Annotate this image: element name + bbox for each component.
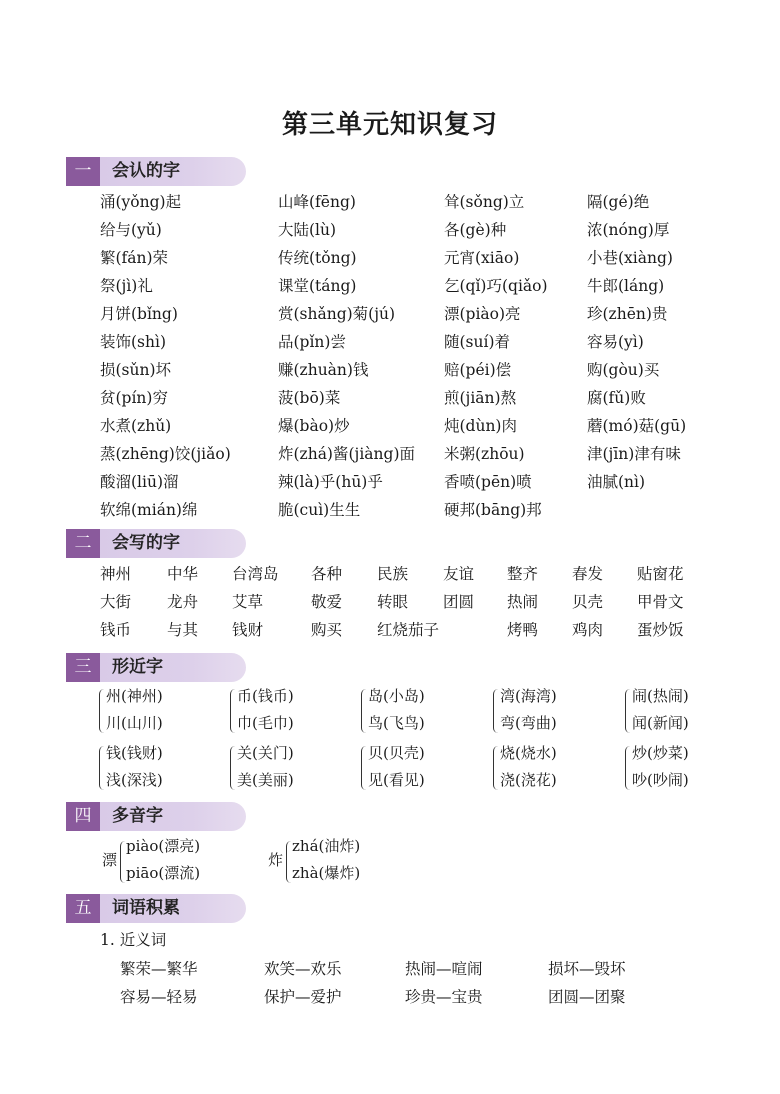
polyphone-reading: piào(漂亮): [126, 837, 201, 855]
similar-char: 美(美丽): [237, 771, 294, 789]
write-word: 蛋炒饭: [637, 621, 684, 639]
recognize-item: 硬邦(bāng)邦: [444, 501, 542, 519]
write-word: 神州: [100, 565, 132, 583]
synonym-pair: 容易—轻易: [120, 988, 198, 1006]
section-label: 会认的字: [112, 161, 180, 181]
write-word: 转眼: [377, 593, 409, 611]
write-word: 烤鸭: [507, 621, 539, 639]
similar-char: 鸟(飞鸟): [368, 714, 425, 732]
section-header-write: [66, 529, 246, 558]
similar-char: 闻(新闻): [632, 714, 689, 732]
recognize-item: 耸(sǒng)立: [444, 193, 525, 211]
recognize-item: 牛郎(láng): [587, 277, 665, 295]
recognize-item: 浓(nóng)厚: [587, 221, 670, 239]
section-number: 五: [66, 894, 100, 923]
recognize-item: 贫(pín)穷: [100, 389, 168, 407]
section-label: 词语积累: [112, 898, 180, 918]
recognize-item: 繁(fán)荣: [100, 249, 169, 267]
recognize-item: 给与(yǔ): [100, 221, 162, 239]
write-word: 中华: [167, 565, 199, 583]
write-word: 龙舟: [167, 593, 199, 611]
recognize-item: 品(pǐn)尝: [278, 333, 346, 351]
write-word: 贝壳: [572, 593, 604, 611]
write-word: 艾草: [232, 593, 264, 611]
polyphone-char: 炸: [268, 851, 284, 869]
write-word: 热闹: [507, 593, 539, 611]
similar-char: 岛(小岛): [368, 687, 425, 705]
section-header-vocab: [66, 894, 246, 923]
section-number: 四: [66, 802, 100, 831]
write-word: 各种: [311, 565, 343, 583]
write-word: 敬爱: [311, 593, 343, 611]
recognize-item: 随(suí)着: [444, 333, 510, 351]
recognize-item: 辣(là)乎(hū)乎: [278, 473, 383, 491]
similar-char: 闹(热闹): [632, 687, 689, 705]
polyphone-reading: piāo(漂流): [126, 864, 201, 882]
similar-char: 湾(海湾): [500, 687, 557, 705]
brace-mark: [625, 689, 631, 733]
section-number: 二: [66, 529, 100, 558]
recognize-item: 课堂(táng): [278, 277, 357, 295]
brace-mark: [361, 689, 367, 733]
write-word: 民族: [377, 565, 409, 583]
recognize-item: 菠(bō)菜: [278, 389, 341, 407]
similar-char: 巾(毛巾): [237, 714, 294, 732]
recognize-item: 酸溜(liū)溜: [100, 473, 179, 491]
recognize-item: 油腻(nì): [587, 473, 646, 491]
recognize-item: 装饰(shì): [100, 333, 166, 351]
brace-mark: [99, 746, 105, 790]
write-word: 钱财: [232, 621, 264, 639]
recognize-item: 各(gè)种: [444, 221, 507, 239]
recognize-item: 损(sǔn)坏: [100, 361, 172, 379]
recognize-item: 赚(zhuàn)钱: [278, 361, 369, 379]
polyphone-char: 漂: [102, 851, 118, 869]
synonym-pair: 损坏—毁坏: [548, 960, 626, 978]
similar-char: 币(钱币): [237, 687, 294, 705]
section-number: 三: [66, 653, 100, 682]
write-word: 大街: [100, 593, 132, 611]
write-word: 购买: [311, 621, 343, 639]
recognize-item: 漂(piào)亮: [444, 305, 521, 323]
recognize-item: 祭(jì)礼: [100, 277, 153, 295]
recognize-item: 蘑(mó)菇(gū): [587, 417, 687, 435]
similar-char: 州(神州): [106, 687, 163, 705]
vocab-subtitle: 1. 近义词: [100, 931, 167, 949]
recognize-item: 购(gòu)买: [587, 361, 660, 379]
write-word: 与其: [167, 621, 199, 639]
recognize-item: 容易(yì): [587, 333, 644, 351]
similar-char: 川(山川): [106, 714, 163, 732]
synonym-pair: 保护—爱护: [264, 988, 342, 1006]
write-word: 团圆: [443, 593, 475, 611]
brace-mark: [493, 689, 499, 733]
write-word: 甲骨文: [637, 593, 684, 611]
recognize-item: 香喷(pēn)喷: [444, 473, 532, 491]
recognize-item: 涌(yǒng)起: [100, 193, 182, 211]
polyphone-reading: zhá(油炸): [292, 837, 361, 855]
section-header-similar: [66, 653, 246, 682]
brace-mark: [361, 746, 367, 790]
similar-char: 弯(弯曲): [500, 714, 557, 732]
recognize-item: 软绵(mián)绵: [100, 501, 198, 519]
similar-char: 炒(炒菜): [632, 744, 689, 762]
write-word: 鸡肉: [572, 621, 604, 639]
brace-mark: [99, 689, 105, 733]
brace-mark: [230, 689, 236, 733]
brace-mark: [230, 746, 236, 790]
section-label: 会写的字: [112, 533, 180, 553]
recognize-item: 蒸(zhēng)饺(jiǎo): [100, 445, 231, 463]
recognize-item: 隔(gé)绝: [587, 193, 650, 211]
recognize-item: 赏(shǎng)菊(jú): [278, 305, 396, 323]
recognize-item: 水煮(zhǔ): [100, 417, 172, 435]
similar-char: 钱(钱财): [106, 744, 163, 762]
section-number: 一: [66, 157, 100, 186]
recognize-item: 元宵(xiāo): [444, 249, 520, 267]
similar-char: 贝(贝壳): [368, 744, 425, 762]
write-word: 台湾岛: [232, 565, 279, 583]
section-header-recognize: [66, 157, 246, 186]
polyphone-reading: zhà(爆炸): [292, 864, 361, 882]
write-word: 整齐: [507, 565, 539, 583]
write-word: 钱币: [100, 621, 132, 639]
synonym-pair: 珍贵—宝贵: [405, 988, 483, 1006]
similar-char: 浇(浇花): [500, 771, 557, 789]
recognize-item: 米粥(zhōu): [444, 445, 525, 463]
page-title: 第三单元知识复习: [281, 110, 498, 140]
recognize-item: 赔(péi)偿: [444, 361, 512, 379]
brace-mark: [493, 746, 499, 790]
brace-mark: [625, 746, 631, 790]
similar-char: 见(看见): [368, 771, 425, 789]
section-label: 多音字: [112, 806, 163, 826]
synonym-pair: 繁荣—繁华: [120, 960, 198, 978]
recognize-item: 乞(qǐ)巧(qiǎo): [444, 277, 548, 295]
recognize-item: 炖(dùn)肉: [444, 417, 517, 435]
recognize-item: 腐(fǔ)败: [587, 389, 646, 407]
recognize-item: 山峰(fēng): [278, 193, 356, 211]
recognize-item: 大陆(lù): [278, 221, 337, 239]
recognize-item: 炸(zhá)酱(jiàng)面: [278, 445, 415, 463]
write-word: 友谊: [443, 565, 475, 583]
recognize-item: 月饼(bǐng): [100, 305, 178, 323]
section-label: 形近字: [112, 657, 163, 677]
recognize-item: 津(jīn)津有味: [587, 445, 681, 463]
recognize-item: 脆(cuì)生生: [278, 501, 361, 519]
write-word: 春发: [572, 565, 604, 583]
similar-char: 关(关门): [237, 744, 294, 762]
write-word: 贴窗花: [637, 565, 684, 583]
recognize-item: 珍(zhēn)贵: [587, 305, 668, 323]
recognize-item: 煎(jiān)熬: [444, 389, 517, 407]
synonym-pair: 团圆—团聚: [548, 988, 626, 1006]
write-word: 红烧茄子: [377, 621, 440, 639]
similar-char: 吵(吵闹): [632, 771, 689, 789]
recognize-item: 爆(bào)炒: [278, 417, 350, 435]
recognize-item: 传统(tǒng): [278, 249, 357, 267]
similar-char: 烧(烧水): [500, 744, 557, 762]
synonym-pair: 欢笑—欢乐: [264, 960, 342, 978]
similar-char: 浅(深浅): [106, 771, 163, 789]
synonym-pair: 热闹—喧闹: [405, 960, 483, 978]
recognize-item: 小巷(xiàng): [587, 249, 673, 267]
section-header-polyphone: [66, 802, 246, 831]
